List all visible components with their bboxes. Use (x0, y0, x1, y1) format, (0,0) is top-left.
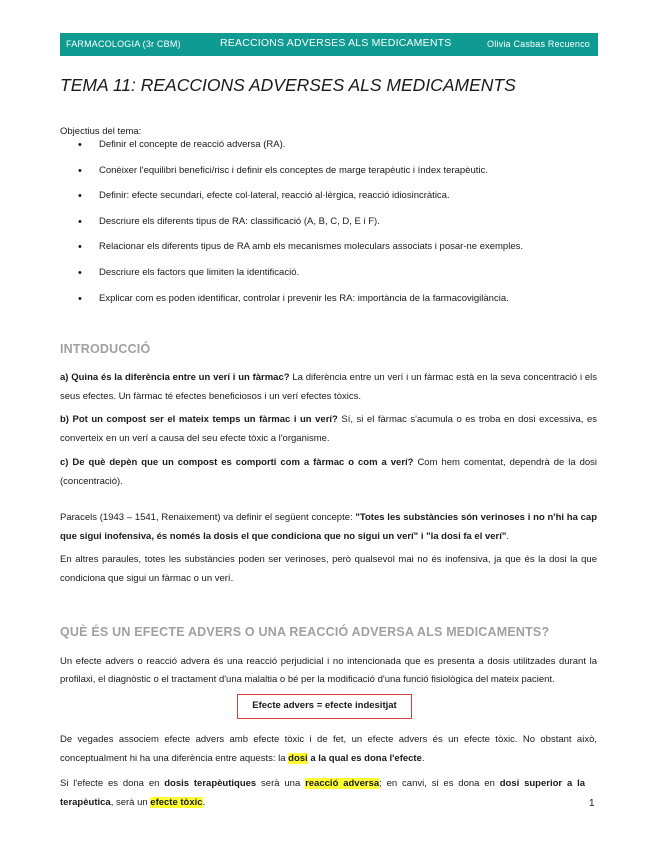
higher-dose-text: dosi superior a la terapèutica (60, 778, 586, 808)
objective-item: • Descriure els diferents tipus de RA: classificació (A, B, C, D, E i F). (60, 215, 600, 241)
adverse-reaction-highlight: reacció adversa (305, 778, 380, 789)
question-b (60, 411, 597, 448)
header-bar (60, 33, 598, 56)
question-c (60, 454, 597, 491)
objective-item: • Relacionar els diferents tipus de RA amb els mecanismes moleculars associats i posar-ne exemples. (60, 240, 600, 266)
therapeutic-doses: dosis terapèutiques (164, 778, 257, 789)
page-title: TEMA 11: REACCIONS ADVERSES ALS MEDICAMENTS (60, 75, 516, 95)
question-b-text: b) Pot un compost ser el mateix temps un fàrmac i un verí? (60, 414, 338, 425)
answer-b-text: Sí, si el fàrmac s'acumula o es troba en dosi excessiva, es converteix en un verí a causa del seu efecte tòxic a l'organisme. (60, 414, 597, 444)
toxic-effect-highlight: efecte tòxic (150, 796, 203, 808)
paracelsus-suffix: . (506, 530, 510, 542)
therapeutic-paragraph (60, 775, 585, 812)
dose-end: . (421, 752, 425, 764)
objective-item: • Definir el concepte de reacció adversa (RA). (60, 138, 600, 164)
therapeutic-text-i: . (202, 796, 206, 808)
question-c-text: c) De què depèn que un compost es comporti com a fàrmac o com a verí? (60, 457, 414, 468)
author-name: Olivia Casbas Recuenco (487, 39, 590, 49)
objective-item: • Definir: efecte secundari, efecte col·lateral, reacció al·lèrgica, reacció idiosincràtica. (60, 189, 600, 215)
objective-item: • Conèixer l'equilibri benefici/risc i definir els conceptes de marge terapèutic i índex terapèutic. (60, 164, 600, 190)
objectives-list (60, 138, 600, 317)
paracelsus-paragraph (60, 509, 597, 546)
answer-c-text: Com hem comentat, dependrà de la dosi (concentració). (60, 457, 598, 487)
page-number: 1 (589, 798, 595, 809)
therapeutic-text-c: serà una (256, 778, 306, 789)
therapeutic-text-e: ; en canvi, si es dona en (379, 778, 500, 789)
paracelsus-quote: "Totes les substàncies són verinoses i no n'hi ha cap que sigui inofensiva, és només la dosis el que condiciona que no sigui un verí" i "la dosi fa el verí" (60, 512, 597, 542)
therapeutic-text-g: , serà un (110, 796, 151, 808)
course-label: FARMACOLOGIA (3r CBM) (66, 39, 181, 49)
other-words-paragraph: En altres paraules, totes les substàncies poden ser verinoses, però qualsevol mai no és inofensiva, ja que és la dosi la que condiciona que sigui un fàrmac o un verí. (60, 554, 597, 584)
objective-item: • Descriure els factors que limiten la identificació. (60, 266, 600, 292)
question-a (60, 369, 597, 406)
adverse-definition: Un efecte advers o reacció advera és una reacció perjudicial i no intencionada que es presenta a dosis utilitzades durant la profilaxi, el diagnòstic o el tractament d'una malaltia o bé per la modificació d'una funció fisiològica del mateix pacient. (60, 656, 597, 685)
section-heading-adverse: QUÈ ÉS UN EFECTE ADVERS O UNA REACCIÓ ADVERSA ALS MEDICAMENTS? (60, 625, 550, 639)
objectives-label: Objectius del tema: (60, 126, 142, 137)
dose-paragraph (60, 731, 597, 768)
paracelsus-prefix: Paracels (1943 – 1541, Renaixement) va definir el següent concepte: (60, 512, 356, 523)
objective-item: • Explicar com es poden identificar, controlar i prevenir les RA: importància de la farmacovigilància. (60, 292, 600, 318)
dose-bold-text: a la qual es dona l'efecte (307, 752, 422, 764)
therapeutic-text-a: Si l'efecte es dona en (60, 778, 165, 789)
definition-callout: Efecte advers = efecte indesitjat (237, 694, 412, 719)
dose-text: De vegades associem efecte advers amb efecte tòxic i de fet, un efecte advers és un efecte tòxic. No obstant això, conceptualment hi ha una diferència entre aquests: la (60, 734, 597, 764)
section-heading-introduction: INTRODUCCIÓ (60, 342, 151, 356)
question-a-text: a) Quina és la diferència entre un verí i un fàrmac? (60, 372, 290, 383)
header-topic: REACCIONS ADVERSES ALS MEDICAMENTS (220, 37, 452, 49)
dose-highlight: dosi (288, 752, 308, 764)
answer-a-text: La diferència entre un verí i un fàrmac està en la seva concentració i els seus efectes. Un fàrmac té efectes beneficiosos i un verí efectes tòxics. (60, 372, 597, 402)
